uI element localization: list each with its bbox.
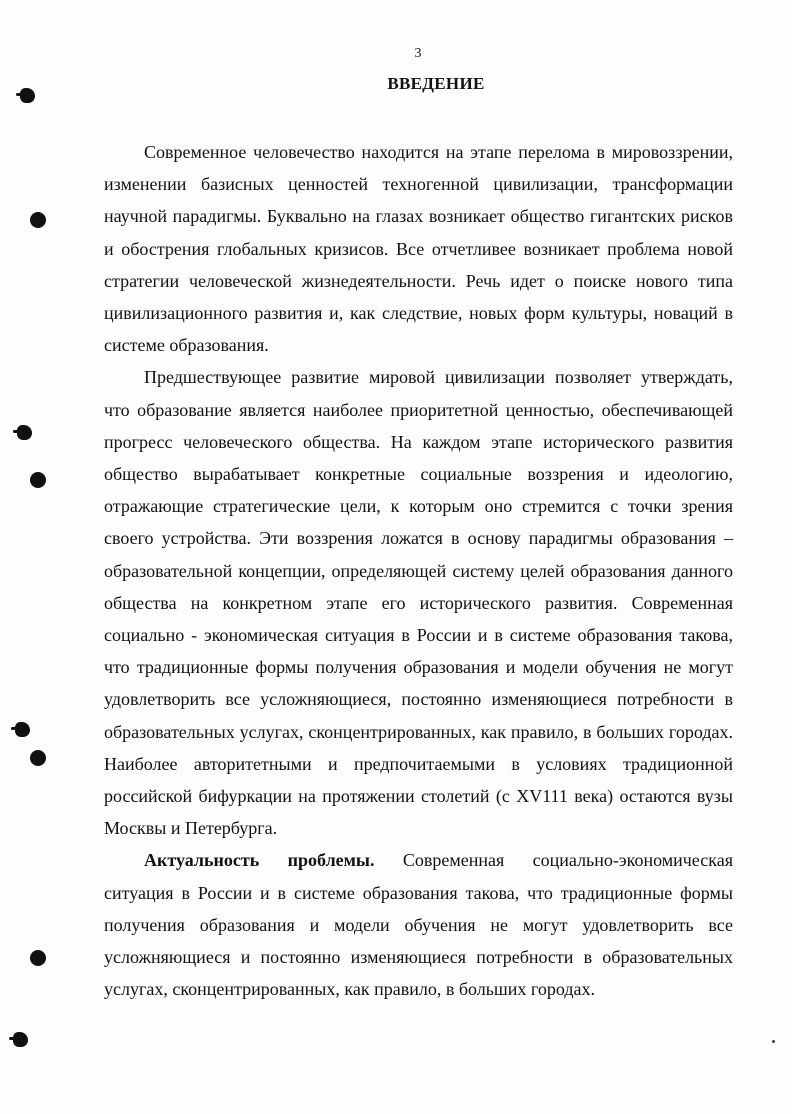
punch-hole-mark [30, 472, 46, 488]
paragraph-3-lead: Актуальность проблемы. [144, 850, 375, 871]
paragraph-1 [104, 136, 733, 361]
scan-speck [772, 1040, 775, 1043]
punch-hole-mark [17, 425, 32, 440]
paragraph-3 [104, 844, 733, 1005]
paragraph-2-text: Предшествующее развитие мировой цивилизации позволяет утверждать, что образование является наиболее приоритетной ценностью, обеспечивающей прогресс человеческого общества. На каждом этапе исторического развития общество вырабатывает конкретные социальные воззрения и идеологию, отражающие стратегические цели, к которым оно стремится с точки зрения своего устройства. Эти воззрения ложатся в основу парадигмы образования – образовательной концепции, определяющей систему целей образования данного общества на конкретном этапе его исторического развития. Современная социально - экономическая ситуация в России и в системе образования такова, что традиционные формы получения образования и модели обучения не могут удовлетворить все усложняющиеся, постоянно изменяющиеся потребности в образовательных услугах, сконцентрированных, как правило, в больших городах. Наиболее авторитетными и предпочитаемыми в условиях традиционной российской бифуркации на протяжении столетий (с XV111 века) остаются вузы Москвы и Петербурга. [104, 367, 733, 839]
body-text [104, 136, 733, 1005]
punch-hole-mark [30, 750, 46, 766]
paragraph-1-text: Современное человечество находится на этапе перелома в мировоззрении, изменении базисных ценностей техногенной цивилизации, трансформации научной парадигмы. Буквально на глазах возникает общество гигантских рисков и обострения глобальных кризисов. Все отчетливее возникает проблема новой стратегии человеческой жизнедеятельности. Речь идет о поиске нового типа цивилизационного развития и, как следствие, новых форм культуры, новаций в системе образования. [104, 142, 733, 356]
page-title: ВВЕДЕНИЕ [387, 74, 485, 93]
punch-hole-mark [20, 88, 35, 103]
punch-hole-mark [15, 722, 30, 737]
punch-hole-mark [13, 1032, 28, 1047]
punch-hole-mark [30, 212, 46, 228]
paragraph-2 [104, 361, 733, 844]
punch-hole-mark [30, 950, 46, 966]
paragraph-3-text: Современная социально-экономическая ситуация в России и в системе образования такова, что традиционные формы получения образования и модели обучения не могут удовлетворить все усложняющиеся и постоянно изменяющиеся потребности в образовательных услугах, сконцентрированных, как правило, в больших городах. [104, 850, 733, 1000]
page-number: 3 [414, 46, 422, 61]
